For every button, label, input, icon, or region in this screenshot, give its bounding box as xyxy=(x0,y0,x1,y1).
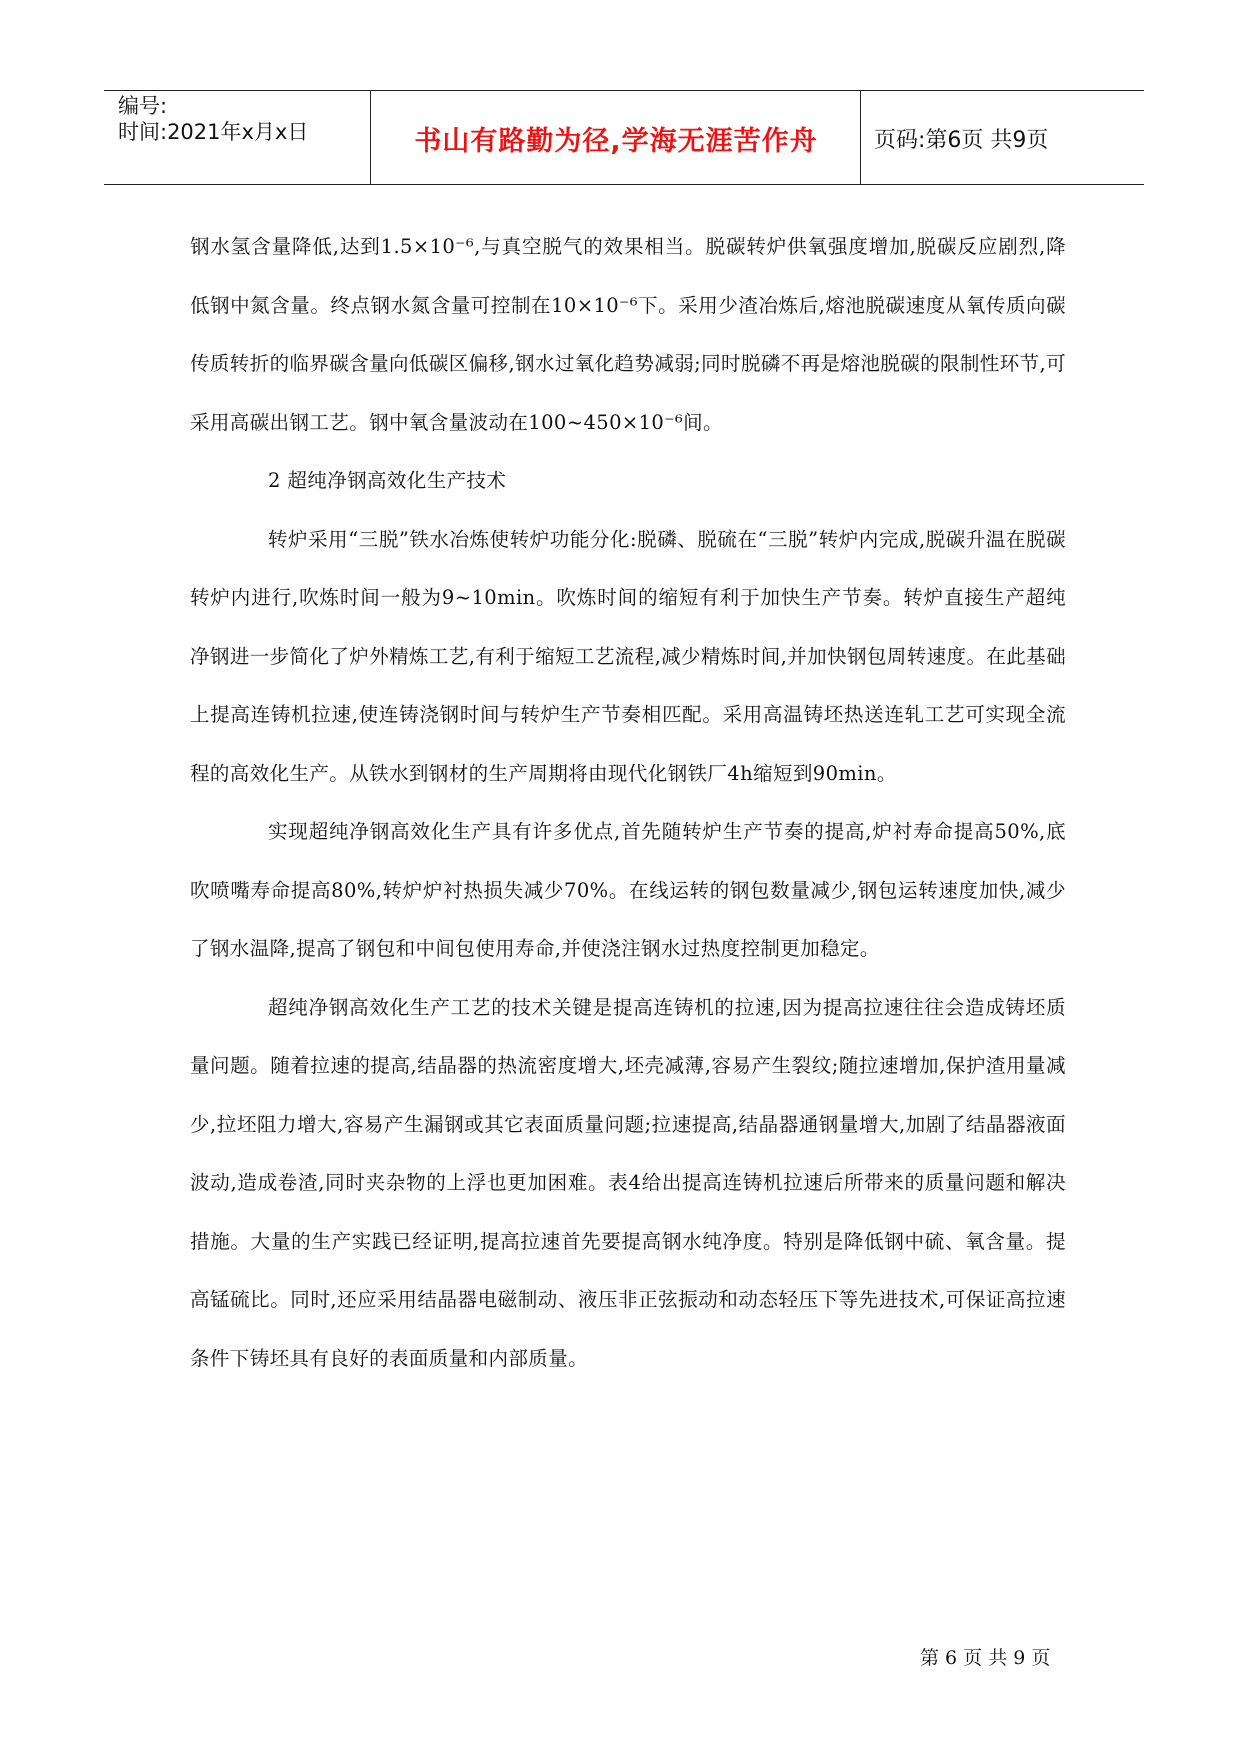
time-label: 时间:2021年x月x日 xyxy=(118,120,309,144)
header-divider xyxy=(860,91,861,184)
header-divider xyxy=(370,91,371,184)
document-body xyxy=(190,218,1066,1388)
number-label: 编号: xyxy=(118,94,168,118)
header-meta xyxy=(118,93,368,145)
header-motto: 书山有路勤为径,学海无涯苦作舟 xyxy=(414,126,818,157)
paragraph: 钢水氢含量降低,达到1.5×10⁻⁶,与真空脱气的效果相当。脱碳转炉供氧强度增加,脱碳反应剧烈,降低钢中氮含量。终点钢水氮含量可控制在10×10⁻⁶下。采用少渣冶炼后,熔池脱碳速度从氧传质向碳传质转折的临界碳含量向低碳区偏移,钢水过氧化趋势减弱;同时脱磷不再是熔池脱碳的限制性环节,可采用高碳出钢工艺。钢中氧含量波动在100~450×10⁻⁶间。 xyxy=(190,235,1066,434)
page-header xyxy=(104,90,1144,185)
paragraph: 转炉采用“三脱”铁水冶炼使转炉功能分化:脱磷、脱硫在“三脱”转炉内完成,脱碳升温在脱碳转炉内进行,吹炼时间一般为9~10min。吹炼时间的缩短有利于加快生产节奏。转炉直接生产超纯净钢进一步简化了炉外精炼工艺,有利于缩短工艺流程,减少精炼时间,并加快钢包周转速度。在此基础上提高连铸机拉速,使连铸浇钢时间与转炉生产节奏相匹配。采用高温铸坯热送连轧工艺可实现全流程的高效化生产。从铁水到钢材的生产周期将由现代化钢铁厂4h缩短到90min。 xyxy=(190,527,1066,785)
section-heading: 2 超纯净钢高效化生产技术 xyxy=(268,469,507,492)
paragraph: 超纯净钢高效化生产工艺的技术关键是提高连铸机的拉速,因为提高拉速往往会造成铸坯质量问题。随着拉速的提高,结晶器的热流密度增大,坯壳减薄,容易产生裂纹;随拉速增加,保护渣用量减少,拉坯阻力增大,容易产生漏钢或其它表面质量问题;拉速提高,结晶器通钢量增大,加剧了结晶器液面波动,造成卷渣,同时夹杂物的上浮也更加困难。表4给出提高连铸机拉速后所带来的质量问题和解决措施。大量的生产实践已经证明,提高拉速首先要提高钢水纯净度。特别是降低钢中硫、氧含量。提高锰硫比。同时,还应采用结晶器电磁制动、液压非正弦振动和动态轻压下等先进技术,可保证高拉速条件下铸坯具有良好的表面质量和内部质量。 xyxy=(190,995,1066,1370)
header-page-number: 页码:第6页 共9页 xyxy=(874,128,1049,153)
page-footer: 第 6 页 共 9 页 xyxy=(920,1647,1051,1669)
paragraph: 实现超纯净钢高效化生产具有许多优点,首先随转炉生产节奏的提高,炉衬寿命提高50%,底吹喷嘴寿命提高80%,转炉炉衬热损失减少70%。在线运转的钢包数量减少,钢包运转速度加快,减少了钢水温降,提高了钢包和中间包使用寿命,并使浇注钢水过热度控制更加稳定。 xyxy=(190,820,1066,960)
